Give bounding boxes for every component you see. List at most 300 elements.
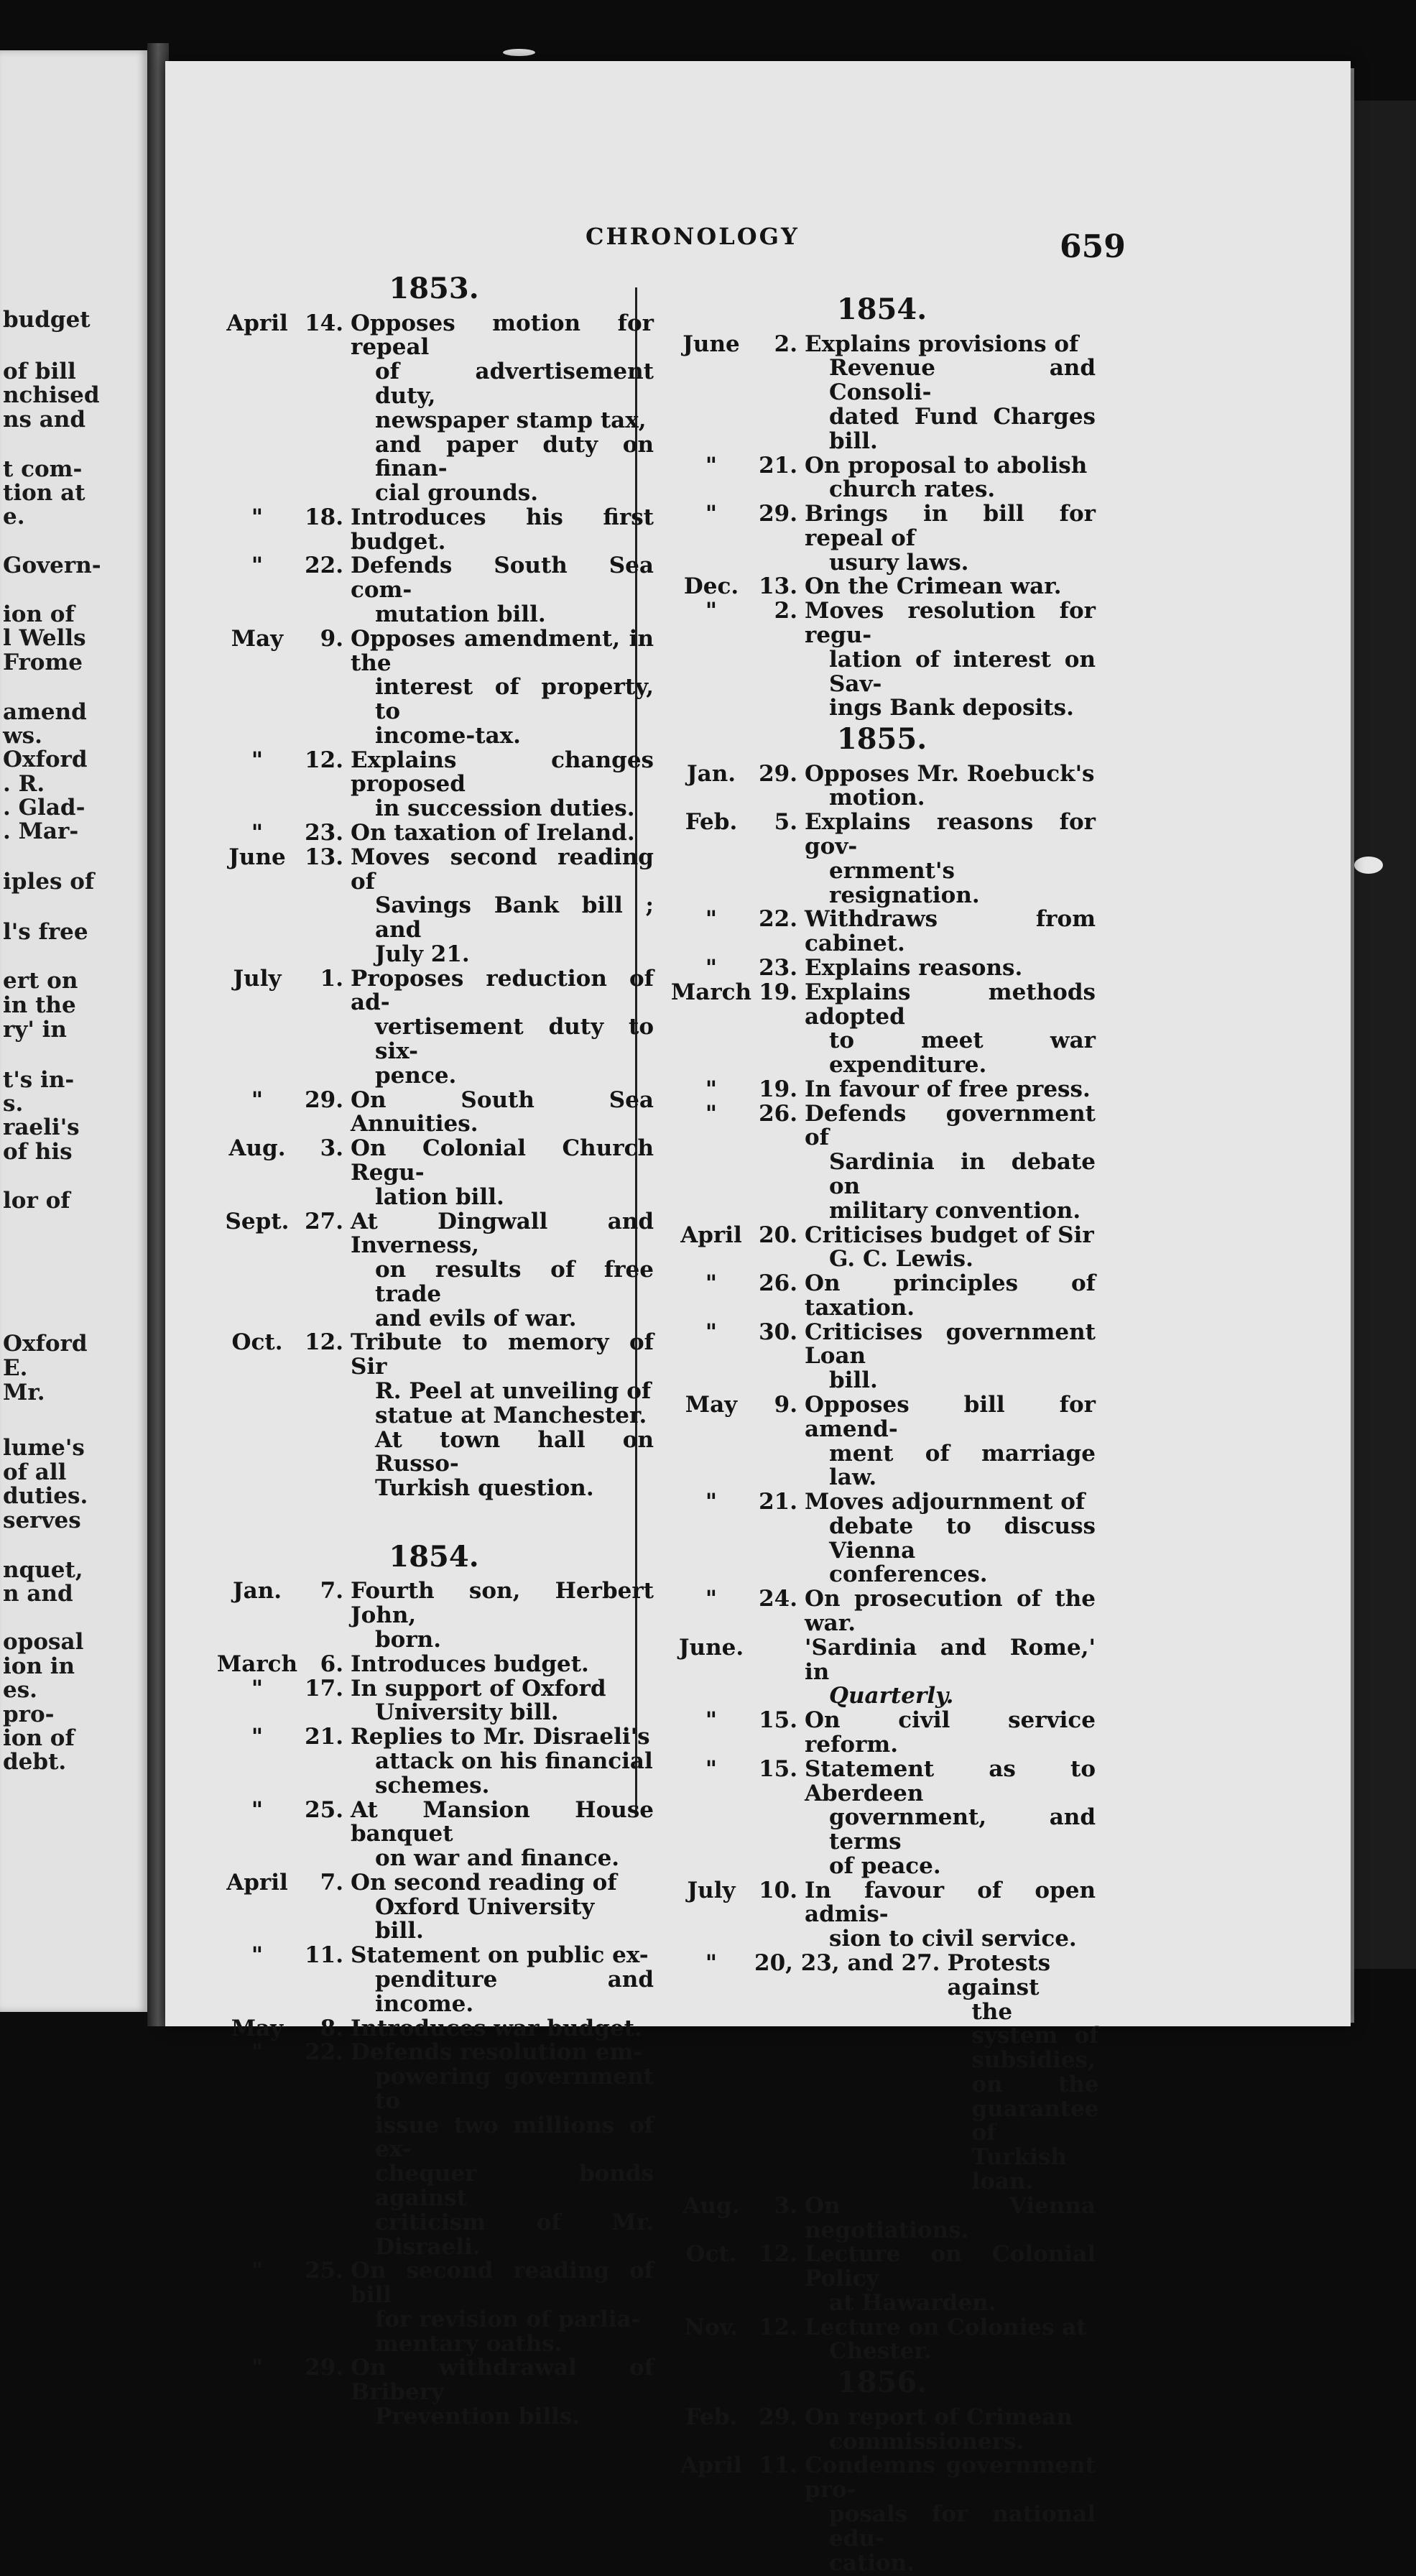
- entry-day: 22.: [759, 906, 797, 933]
- entry-line: Opposes amendment, in the: [351, 625, 654, 676]
- facing-page-text-fragment: n and: [3, 1581, 73, 1607]
- entry-day: 19.: [759, 1076, 797, 1102]
- entry-text: [805, 1078, 1096, 1102]
- facing-page-text-fragment: budget: [3, 307, 91, 333]
- entry-month: ": [251, 820, 264, 846]
- chronology-entry: [214, 846, 654, 967]
- entry-text: [805, 1636, 1096, 1709]
- entry-line: July 21.: [375, 941, 470, 967]
- chronology-entry: [214, 1653, 654, 1677]
- facing-page-text-fragment: Mr.: [3, 1380, 45, 1405]
- entry-month: ": [251, 747, 264, 773]
- entry-day: 20.: [759, 1222, 797, 1248]
- year-heading: 1854.: [836, 292, 927, 326]
- entry-line: criticism of Mr. Disraeli.: [375, 2209, 654, 2260]
- entry-line: On civil service reform.: [805, 1707, 1096, 1758]
- entry-line: Explains reasons.: [805, 954, 1023, 981]
- entry-line: On second reading of bill: [351, 2258, 654, 2309]
- entry-text: [351, 2041, 654, 2259]
- facing-page-text-fragment: ns and: [3, 407, 86, 433]
- entry-text: [351, 1331, 654, 1500]
- entry-text: [351, 1086, 654, 1137]
- entry-line: on war and finance.: [375, 1845, 620, 1872]
- entry-month: ": [705, 1707, 718, 1734]
- facing-page-text-fragment: s.: [3, 1091, 24, 1117]
- entry-line: Tribute to memory of Sir: [351, 1329, 654, 1380]
- entry-text: [351, 1944, 654, 2016]
- entry-day: 11.: [305, 1942, 343, 1969]
- facing-page-text-fragment: ion of: [3, 601, 75, 627]
- entry-text: [805, 1272, 1096, 1321]
- entry-month: June: [682, 331, 740, 357]
- entry-line: On taxation of Ireland.: [351, 820, 635, 846]
- chronology-entry: [214, 506, 654, 555]
- entry-line: Quarterly.: [829, 1683, 954, 1709]
- entry-text: [351, 1677, 654, 1726]
- entry-day: 21.: [759, 452, 797, 479]
- entry-line: 'Sardinia and Rome,' in: [805, 1634, 1096, 1685]
- entry-line: In favour of open admis-: [805, 1877, 1096, 1928]
- chronology-entry: [668, 1949, 1099, 2194]
- entry-line: pence.: [375, 1062, 457, 1089]
- chronology-entry: [668, 762, 1096, 811]
- entry-line: bill.: [375, 1918, 424, 1944]
- entry-month: Oct.: [685, 2241, 737, 2268]
- entry-line: R. Peel at unveiling of: [375, 1377, 652, 1404]
- entry-line: Criticises budget of Sir: [805, 1222, 1094, 1248]
- entry-text: [805, 2454, 1096, 2575]
- entry-line: Fourth son, Herbert John,: [351, 1578, 654, 1629]
- chronology-entry: [214, 554, 654, 627]
- entry-line: lation bill.: [375, 1183, 504, 1210]
- entry-day: 3.: [320, 1135, 343, 1162]
- entry-line: Moves resolution for regu-: [805, 598, 1096, 648]
- entry-day: 23.: [305, 820, 343, 846]
- entry-text: [805, 1321, 1096, 1393]
- entry-line: Defends government of: [805, 1100, 1096, 1151]
- page-number: 659: [1060, 228, 1126, 265]
- entry-line: vertisement duty to six-: [375, 1014, 654, 1065]
- entry-month: ": [251, 1796, 264, 1823]
- entry-text: [351, 1210, 654, 1331]
- entry-day: 2.: [774, 598, 797, 624]
- year-heading: 1853.: [389, 272, 479, 305]
- entry-month: Sept.: [225, 1208, 290, 1234]
- entry-text: [351, 1725, 654, 1798]
- entry-day: 20, 23, and 27.: [754, 1949, 940, 1976]
- entry-day: 29.: [759, 760, 797, 787]
- entry-text: [805, 1879, 1096, 1952]
- entry-day: 30.: [759, 1319, 797, 1345]
- entry-month: March: [216, 1651, 298, 1677]
- chronology-entry: [214, 312, 654, 506]
- entry-line: bill.: [829, 1367, 878, 1394]
- entry-day: 12.: [305, 1329, 343, 1356]
- entry-line: of advertisement duty,: [375, 359, 654, 409]
- entry-day: 27.: [305, 1208, 343, 1234]
- facing-page-text-fragment: t's in-: [3, 1067, 75, 1093]
- chronology-entry: [668, 2243, 1096, 2315]
- entry-line: cation.: [829, 2549, 915, 2576]
- entry-line: interest of property, to: [375, 674, 654, 725]
- entry-day: 3.: [774, 2192, 797, 2219]
- entry-line: Chester.: [829, 2338, 932, 2365]
- entry-text: [351, 846, 654, 967]
- entry-day: 12.: [759, 2314, 797, 2340]
- entry-month: ": [705, 1949, 718, 1976]
- chronology-entry: [668, 1393, 1096, 1490]
- year-heading: 1854.: [389, 1539, 479, 1574]
- entry-month: ": [705, 1319, 718, 1345]
- entry-line: G. C. Lewis.: [829, 1246, 973, 1273]
- facing-page-text-fragment: nchised: [3, 382, 100, 408]
- entry-month: May: [685, 1392, 738, 1418]
- entry-text: [805, 575, 1096, 599]
- entry-line: Moves adjournment of: [805, 1489, 1086, 1515]
- entry-line: Lecture on Colonial Policy: [805, 2241, 1096, 2292]
- facing-page-text-fragment: raeli's: [3, 1114, 80, 1140]
- facing-page-text-fragment: E.: [3, 1355, 28, 1381]
- entry-month: ": [705, 906, 718, 933]
- entry-text: [805, 1755, 1096, 1879]
- entry-text: [351, 627, 654, 749]
- entry-line: Explains methods adopted: [805, 979, 1096, 1030]
- entry-month: July: [687, 1877, 736, 1903]
- entry-line: income-tax.: [375, 722, 521, 749]
- entry-text: [805, 2316, 1096, 2365]
- chronology-entry: [214, 749, 654, 821]
- entry-line: Introduces war budget.: [351, 2015, 642, 2041]
- entry-text: [351, 749, 654, 821]
- facing-page-text-fragment: ion in: [3, 1653, 75, 1679]
- entry-line: powering government to: [375, 2064, 654, 2114]
- entry-line: born.: [375, 1627, 442, 1653]
- entry-day: 22.: [305, 553, 343, 579]
- entry-line: Savings Bank bill ; and: [375, 892, 654, 943]
- chronology-entry: [668, 1321, 1096, 1393]
- entry-text: [805, 1224, 1096, 1273]
- entry-month: ": [251, 1086, 264, 1113]
- entry-day: 6.: [320, 1651, 343, 1677]
- entry-line: sion to civil service.: [829, 1926, 1077, 1952]
- entry-line: Lecture on Colonies at: [805, 2314, 1087, 2340]
- entry-line: cial grounds.: [375, 480, 538, 507]
- entry-month: May: [231, 2015, 284, 2041]
- entry-line: statue at Manchester.: [375, 1402, 647, 1428]
- facing-page-text-fragment: e.: [3, 504, 25, 530]
- entry-line: on the guarantee of: [971, 2071, 1099, 2146]
- facing-page-text-fragment: Frome: [3, 650, 83, 675]
- entry-day: 26.: [759, 1270, 797, 1297]
- chronology-entry: [214, 1086, 654, 1137]
- entry-month: Oct.: [231, 1329, 283, 1356]
- entry-month: ": [251, 2039, 264, 2066]
- entry-day: 7.: [320, 1578, 343, 1605]
- entry-line: military convention.: [829, 1197, 1081, 1224]
- entry-day: 11.: [759, 2452, 797, 2479]
- entry-text: [805, 1490, 1096, 1587]
- facing-page-text-fragment: of all: [3, 1459, 67, 1485]
- entry-text: [805, 956, 1096, 981]
- entry-line: mutation bill.: [375, 601, 546, 627]
- entry-day: 12.: [305, 747, 343, 773]
- chronology-entry: [214, 2356, 654, 2429]
- entry-month: Jan.: [232, 1578, 282, 1605]
- entry-line: In support of Oxford: [351, 1675, 606, 1702]
- entry-line: schemes.: [375, 1772, 490, 1799]
- chronology-entry: [214, 1210, 654, 1331]
- chronology-entry: [668, 981, 1096, 1078]
- chronology-entry: [668, 502, 1096, 575]
- entry-line: Prevention bills.: [375, 2404, 580, 2430]
- facing-page-text-fragment: t com-: [3, 456, 83, 482]
- entry-text: [351, 2259, 654, 2356]
- entry-month: ": [251, 2355, 264, 2381]
- entry-line: Defends resolution em-: [351, 2039, 643, 2066]
- chronology-entry: [668, 1272, 1096, 1321]
- chronology-entry: [214, 1796, 654, 1872]
- facing-page-fragment: [0, 50, 147, 2012]
- entry-day: 26.: [759, 1100, 797, 1127]
- entry-line: conferences.: [829, 1561, 988, 1588]
- entry-line: at Hawarden.: [829, 2289, 996, 2316]
- chronology-entry: [214, 627, 654, 749]
- chronology-entry: [214, 1579, 654, 1652]
- entry-line: posals for national edu-: [829, 2501, 1096, 2552]
- entry-day: 14.: [305, 310, 343, 336]
- entry-line: Protests against: [947, 1949, 1051, 2000]
- entry-text: [351, 1871, 654, 1944]
- entry-month: ": [705, 1270, 718, 1297]
- entry-text: [805, 2406, 1096, 2455]
- facing-page-text-fragment: ws.: [3, 723, 42, 749]
- chronology-entry: [214, 2259, 654, 2356]
- entry-line: On prosecution of the war.: [805, 1586, 1096, 1637]
- facing-page-text-fragment: lor of: [3, 1188, 70, 1214]
- entry-month: ": [705, 954, 718, 981]
- entry-text: [351, 554, 654, 627]
- entry-line: On report of Crimean: [805, 2404, 1073, 2430]
- entry-line: attack on his financial: [375, 1748, 653, 1774]
- facing-page-text-fragment: Govern-: [3, 553, 101, 578]
- entry-line: On Colonial Church Regu-: [351, 1135, 654, 1186]
- entry-line: Replies to Mr. Disraeli's: [351, 1724, 650, 1750]
- running-header-title: CHRONOLOGY: [586, 223, 800, 250]
- year-heading: 1855.: [836, 722, 927, 757]
- entry-text: [351, 506, 654, 555]
- entry-line: of peace.: [829, 1852, 941, 1879]
- entry-day: 8.: [320, 2015, 343, 2041]
- entry-line: Oxford University: [375, 1893, 595, 1920]
- entry-text: [805, 1102, 1096, 1224]
- chronology-entry: [214, 2041, 654, 2259]
- entry-month: ": [705, 1586, 718, 1612]
- entry-line: issue two millions of ex-: [375, 2112, 654, 2163]
- chronology-entry: [668, 575, 1096, 599]
- facing-page-text-fragment: l Wells: [3, 625, 86, 651]
- entry-day: 21.: [759, 1489, 797, 1515]
- entry-month: July: [233, 965, 282, 992]
- entry-line: and paper duty on finan-: [375, 431, 654, 482]
- entry-line: Statement as to Aberdeen: [805, 1755, 1096, 1806]
- facing-page-text-fragment: . R.: [3, 771, 45, 797]
- entry-line: Opposes Mr. Roebuck's: [805, 760, 1095, 787]
- entry-line: Criticises government Loan: [805, 1319, 1096, 1370]
- entry-month: Aug.: [682, 2192, 740, 2219]
- entry-day: 15.: [759, 1755, 797, 1782]
- chronology-entry: [214, 1725, 654, 1798]
- chronology-entry: [668, 1490, 1096, 1587]
- chronology-entry: [668, 1755, 1096, 1879]
- scan-speck: [1354, 857, 1383, 874]
- entry-day: 18.: [305, 504, 343, 530]
- facing-page-text-fragment: nquet,: [3, 1557, 83, 1583]
- facing-page-text-fragment: ry' in: [3, 1017, 67, 1043]
- entry-line: Revenue and Consoli-: [829, 355, 1096, 406]
- chronology-entry: [214, 1331, 654, 1500]
- entry-day: 23.: [759, 954, 797, 981]
- chronology-entry: [668, 811, 1096, 908]
- facing-page-text-fragment: amend: [3, 699, 87, 725]
- entry-month: ": [705, 1489, 718, 1515]
- entry-line: ings Bank deposits.: [829, 695, 1074, 721]
- chronology-entry: [214, 1871, 654, 1944]
- entry-line: penditure and income.: [375, 1966, 654, 2017]
- chronology-entry: [668, 599, 1096, 721]
- facing-page-text-fragment: ion of: [3, 1725, 75, 1751]
- entry-month: ": [705, 452, 718, 479]
- chronology-entry: [668, 1224, 1096, 1273]
- entry-day: 15.: [759, 1707, 797, 1734]
- entry-line: to meet war expenditure.: [829, 1028, 1096, 1079]
- entry-line: chequer bonds against: [375, 2161, 654, 2211]
- entry-text: [805, 2243, 1096, 2315]
- entry-day: 21.: [305, 1724, 343, 1750]
- entry-text: [805, 599, 1096, 721]
- entry-month: Dec.: [683, 573, 739, 600]
- entry-day: 25.: [305, 2258, 343, 2284]
- entry-month: May: [231, 625, 284, 652]
- facing-page-text-fragment: of his: [3, 1139, 73, 1165]
- entry-line: mentary oaths.: [375, 2330, 563, 2357]
- facing-page-text-fragment: in the: [3, 992, 76, 1018]
- entry-day: 13.: [305, 844, 343, 870]
- entry-day: 29.: [305, 1086, 343, 1113]
- entry-line: lation of interest on Sav-: [829, 646, 1096, 697]
- entry-line: government, and terms: [829, 1804, 1096, 1855]
- entry-line: for revision of parlia-: [375, 2306, 641, 2332]
- chronology-entry: [668, 1709, 1096, 1758]
- facing-page-text-fragment: . Glad-: [3, 795, 85, 821]
- entry-month: Aug.: [228, 1135, 286, 1162]
- entry-day: 12.: [759, 2241, 797, 2268]
- entry-text: [351, 1653, 654, 1677]
- entry-day: 10.: [759, 1877, 797, 1903]
- entry-line: Condemns government pro-: [805, 2452, 1096, 2503]
- chronology-entry: [214, 1677, 654, 1726]
- chronology-entry: [668, 1879, 1096, 1952]
- facing-page-text-fragment: duties.: [3, 1483, 88, 1509]
- entry-line: On second reading of: [351, 1869, 617, 1896]
- facing-page-text-fragment: . Mar-: [3, 818, 79, 844]
- entry-line: Introduces his first budget.: [351, 504, 654, 555]
- entry-text: [805, 1393, 1096, 1490]
- entry-day: 2.: [774, 331, 797, 357]
- facing-page-text-fragment: of bill: [3, 359, 76, 384]
- facing-page-text-fragment: Oxford: [3, 1331, 88, 1357]
- entry-line: the system of subsidies,: [971, 1998, 1099, 2074]
- chronology-entry: [668, 1102, 1096, 1224]
- facing-page-text-fragment: oposal: [3, 1629, 84, 1655]
- facing-page-text-fragment: pro-: [3, 1702, 55, 1727]
- entry-month: ": [251, 1942, 264, 1969]
- entry-text: [805, 1709, 1096, 1758]
- entry-day: 29.: [759, 501, 797, 527]
- entry-line: On South Sea Annuities.: [351, 1086, 654, 1137]
- entry-day: 7.: [320, 1869, 343, 1896]
- entry-day: 9.: [320, 625, 343, 652]
- entry-day: 22.: [305, 2039, 343, 2066]
- entry-line: At Dingwall and Inverness,: [351, 1208, 654, 1259]
- chronology-entry: [668, 956, 1096, 981]
- chronology-entry: [214, 821, 654, 846]
- chronology-entry: [668, 2406, 1096, 2455]
- entry-line: and evils of war.: [375, 1305, 577, 1331]
- entry-text: [805, 454, 1096, 503]
- entry-text: [805, 811, 1096, 908]
- entry-line: on results of free trade: [375, 1257, 654, 1307]
- entry-month: ": [251, 2258, 264, 2284]
- entry-line: usury laws.: [829, 549, 969, 576]
- entry-day: 25.: [305, 1796, 343, 1823]
- chronology-entry: [668, 2194, 1096, 2243]
- entry-line: At Mansion House banquet: [351, 1796, 654, 1847]
- entry-month: ": [705, 598, 718, 624]
- entry-line: Opposes bill for amend-: [805, 1392, 1096, 1442]
- entry-text: [351, 2356, 654, 2429]
- entry-line: Defends South Sea com-: [351, 553, 654, 604]
- entry-text: [805, 2194, 1096, 2243]
- chronology-entry: [214, 2017, 654, 2041]
- entry-line: debate to discuss Vienna: [829, 1513, 1096, 1564]
- entry-text: [351, 1796, 654, 1872]
- entry-text: [351, 1579, 654, 1652]
- entry-line: Turkish loan.: [971, 2144, 1067, 2194]
- entry-line: University bill.: [375, 1699, 559, 1726]
- entry-month: April: [680, 1222, 742, 1248]
- entry-month: April: [226, 1869, 288, 1896]
- section-spacer: [214, 1501, 654, 1538]
- entry-day: 1.: [320, 965, 343, 992]
- entry-line: On the Crimean war.: [805, 573, 1062, 600]
- entry-text: [805, 1587, 1096, 1636]
- chronology-entry: [668, 1636, 1096, 1709]
- facing-page-text-fragment: l's free: [3, 919, 88, 945]
- entry-line: ment of marriage law.: [829, 1440, 1096, 1491]
- chronology-entry: [668, 908, 1096, 956]
- entry-line: motion.: [829, 785, 925, 811]
- entry-month: March: [670, 979, 752, 1005]
- entry-line: Statement on public ex-: [351, 1942, 649, 1969]
- entry-text: [351, 821, 654, 846]
- facing-page-text-fragment: es.: [3, 1677, 37, 1703]
- entry-line: At town hall on Russo-: [375, 1426, 654, 1477]
- facing-page-text-fragment: tion at: [3, 480, 85, 506]
- chronology-entry: [668, 2316, 1096, 2365]
- entry-month: June: [228, 844, 286, 870]
- scan-speck: [503, 49, 535, 56]
- entry-line: dated Fund Charges bill.: [829, 403, 1096, 454]
